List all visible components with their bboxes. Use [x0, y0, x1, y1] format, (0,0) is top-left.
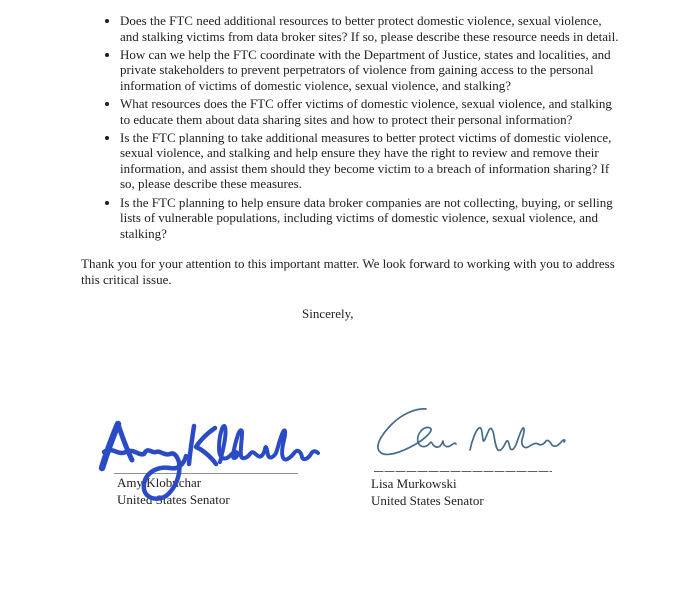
bullet-item: • How can we help the FTC coordinate with the Department of Justice, states and localities, and private stakeholders to prevent perpetrators of violence from gaining access to the personal information of victims of domestic violence, sexual violence, and stalking?: [120, 47, 619, 94]
signatory-block-murkowski: [371, 476, 484, 509]
closing-paragraph: Thank you for your attention to this important matter. We look forward to working with you to address this critical issue.: [81, 256, 615, 287]
amy-klobuchar-signature: [84, 406, 324, 506]
letter-body: [81, 13, 619, 321]
signatory-name: Lisa Murkowski: [371, 476, 457, 491]
bullet-item: • Is the FTC planning to take additional measures to better protect victims of domestic violence, sexual violence, and stalking and help ensure they have the right to review and remove their information, and assist them should they become victim to a breach of information sharing? If so, please describe these measures.: [120, 130, 619, 192]
signature-line-murkowski: [374, 471, 552, 472]
signatory-title: United States Senator: [117, 491, 230, 507]
lisa-murkowski-signature: [358, 402, 568, 462]
amy-klobuchar-signature-ink: [102, 424, 318, 499]
valediction: Sincerely,: [302, 305, 354, 321]
bullet-list: [81, 13, 619, 241]
lisa-murkowski-signature-ink: [378, 409, 565, 455]
signatory-title: United States Senator: [371, 492, 484, 508]
signatory-name: Amy Klobuchar: [117, 475, 202, 490]
bullet-item: • Does the FTC need additional resources to better protect domestic violence, sexual violence, and stalking victims from data broker sites? If so, please describe these resource needs in detail.: [120, 13, 619, 44]
bullet-item: • Is the FTC planning to help ensure data broker companies are not collecting, buying, or selling lists of vulnerable populations, including victims of domestic violence, sexual violence, and stalking?: [120, 195, 619, 242]
bullet-item: • What resources does the FTC offer victims of domestic violence, sexual violence, and stalking to educate them about data sharing sites and how to protect their personal information?: [120, 96, 619, 127]
